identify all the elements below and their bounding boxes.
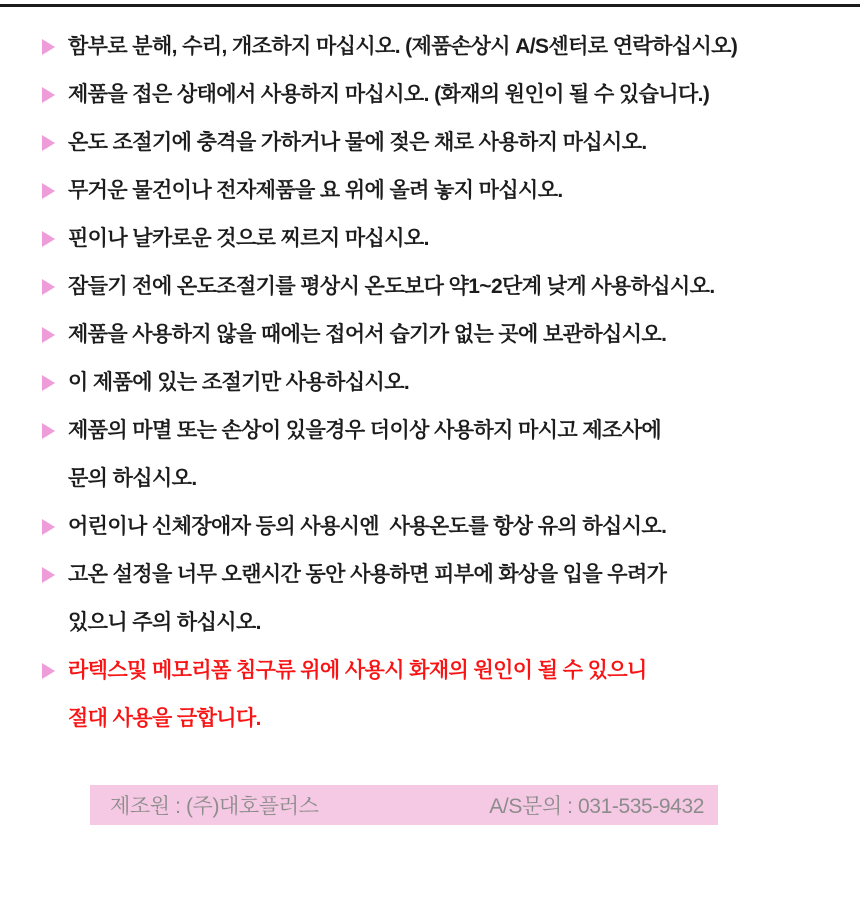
triangle-right-icon [42,279,55,295]
warning-item [42,119,832,167]
warning-text: 제품을 사용하지 않을 때에는 접어서 습기가 없는 곳에 보관하십시오. [68,323,667,346]
warning-text-continued: 있으니 주의 하십시오. [68,611,261,634]
warning-text: 제품의 마멸 또는 손상이 있을경우 더이상 사용하지 마시고 제조사에 [68,419,662,442]
warning-text: 제품을 접은 상태에서 사용하지 마십시오. (화재의 원인이 될 수 있습니다.) [68,83,710,106]
manufacturer-info-bar [90,785,718,825]
as-contact-label: A/S문의 : 031-535-9432 [489,795,704,818]
warning-text: 잠들기 전에 온도조절기를 평상시 온도보다 약1~2단계 낮게 사용하십시오. [68,275,715,298]
warning-item [42,23,832,71]
top-divider-rule [0,4,860,7]
warning-text: 고온 설정을 너무 오랜시간 동안 사용하면 피부에 화상을 입을 우려가 [68,563,667,586]
warning-item [42,215,832,263]
triangle-right-icon [42,39,55,55]
warning-item-critical [42,647,832,743]
warning-list [42,23,832,743]
triangle-right-icon [42,519,55,535]
warning-item [42,407,832,503]
warning-item [42,263,832,311]
warning-item [42,503,832,551]
triangle-right-icon [42,375,55,391]
warning-text: 어린이나 신체장애자 등의 사용시엔 사용온도를 항상 유의 하십시오. [68,515,667,538]
warning-item [42,311,832,359]
triangle-right-icon [42,423,55,439]
warning-text: 이 제품에 있는 조절기만 사용하십시오. [68,371,410,394]
manufacturer-label: 제조원 : (주)대호플러스 [110,795,319,818]
triangle-right-icon [42,183,55,199]
warning-item [42,167,832,215]
triangle-right-icon [42,567,55,583]
warning-item [42,359,832,407]
triangle-right-icon [42,663,55,679]
warning-text: 무거운 물건이나 전자제품을 요 위에 올려 놓지 마십시오. [68,179,563,202]
warning-item [42,551,832,647]
triangle-right-icon [42,327,55,343]
triangle-right-icon [42,87,55,103]
warning-item [42,71,832,119]
warning-text-red: 라텍스및 메모리폼 침구류 위에 사용시 화재의 원인이 될 수 있으니 [68,659,647,682]
warning-text-red-continued: 절대 사용을 금합니다. [68,707,261,730]
warning-text: 핀이나 날카로운 것으로 찌르지 마십시오. [68,227,429,250]
triangle-right-icon [42,231,55,247]
warning-text: 함부로 분해, 수리, 개조하지 마십시오. (제품손상시 A/S센터로 연락하십시오) [68,35,738,58]
warning-text-continued: 문의 하십시오. [68,467,197,490]
triangle-right-icon [42,135,55,151]
warning-text: 온도 조절기에 충격을 가하거나 물에 젖은 채로 사용하지 마십시오. [68,131,647,154]
